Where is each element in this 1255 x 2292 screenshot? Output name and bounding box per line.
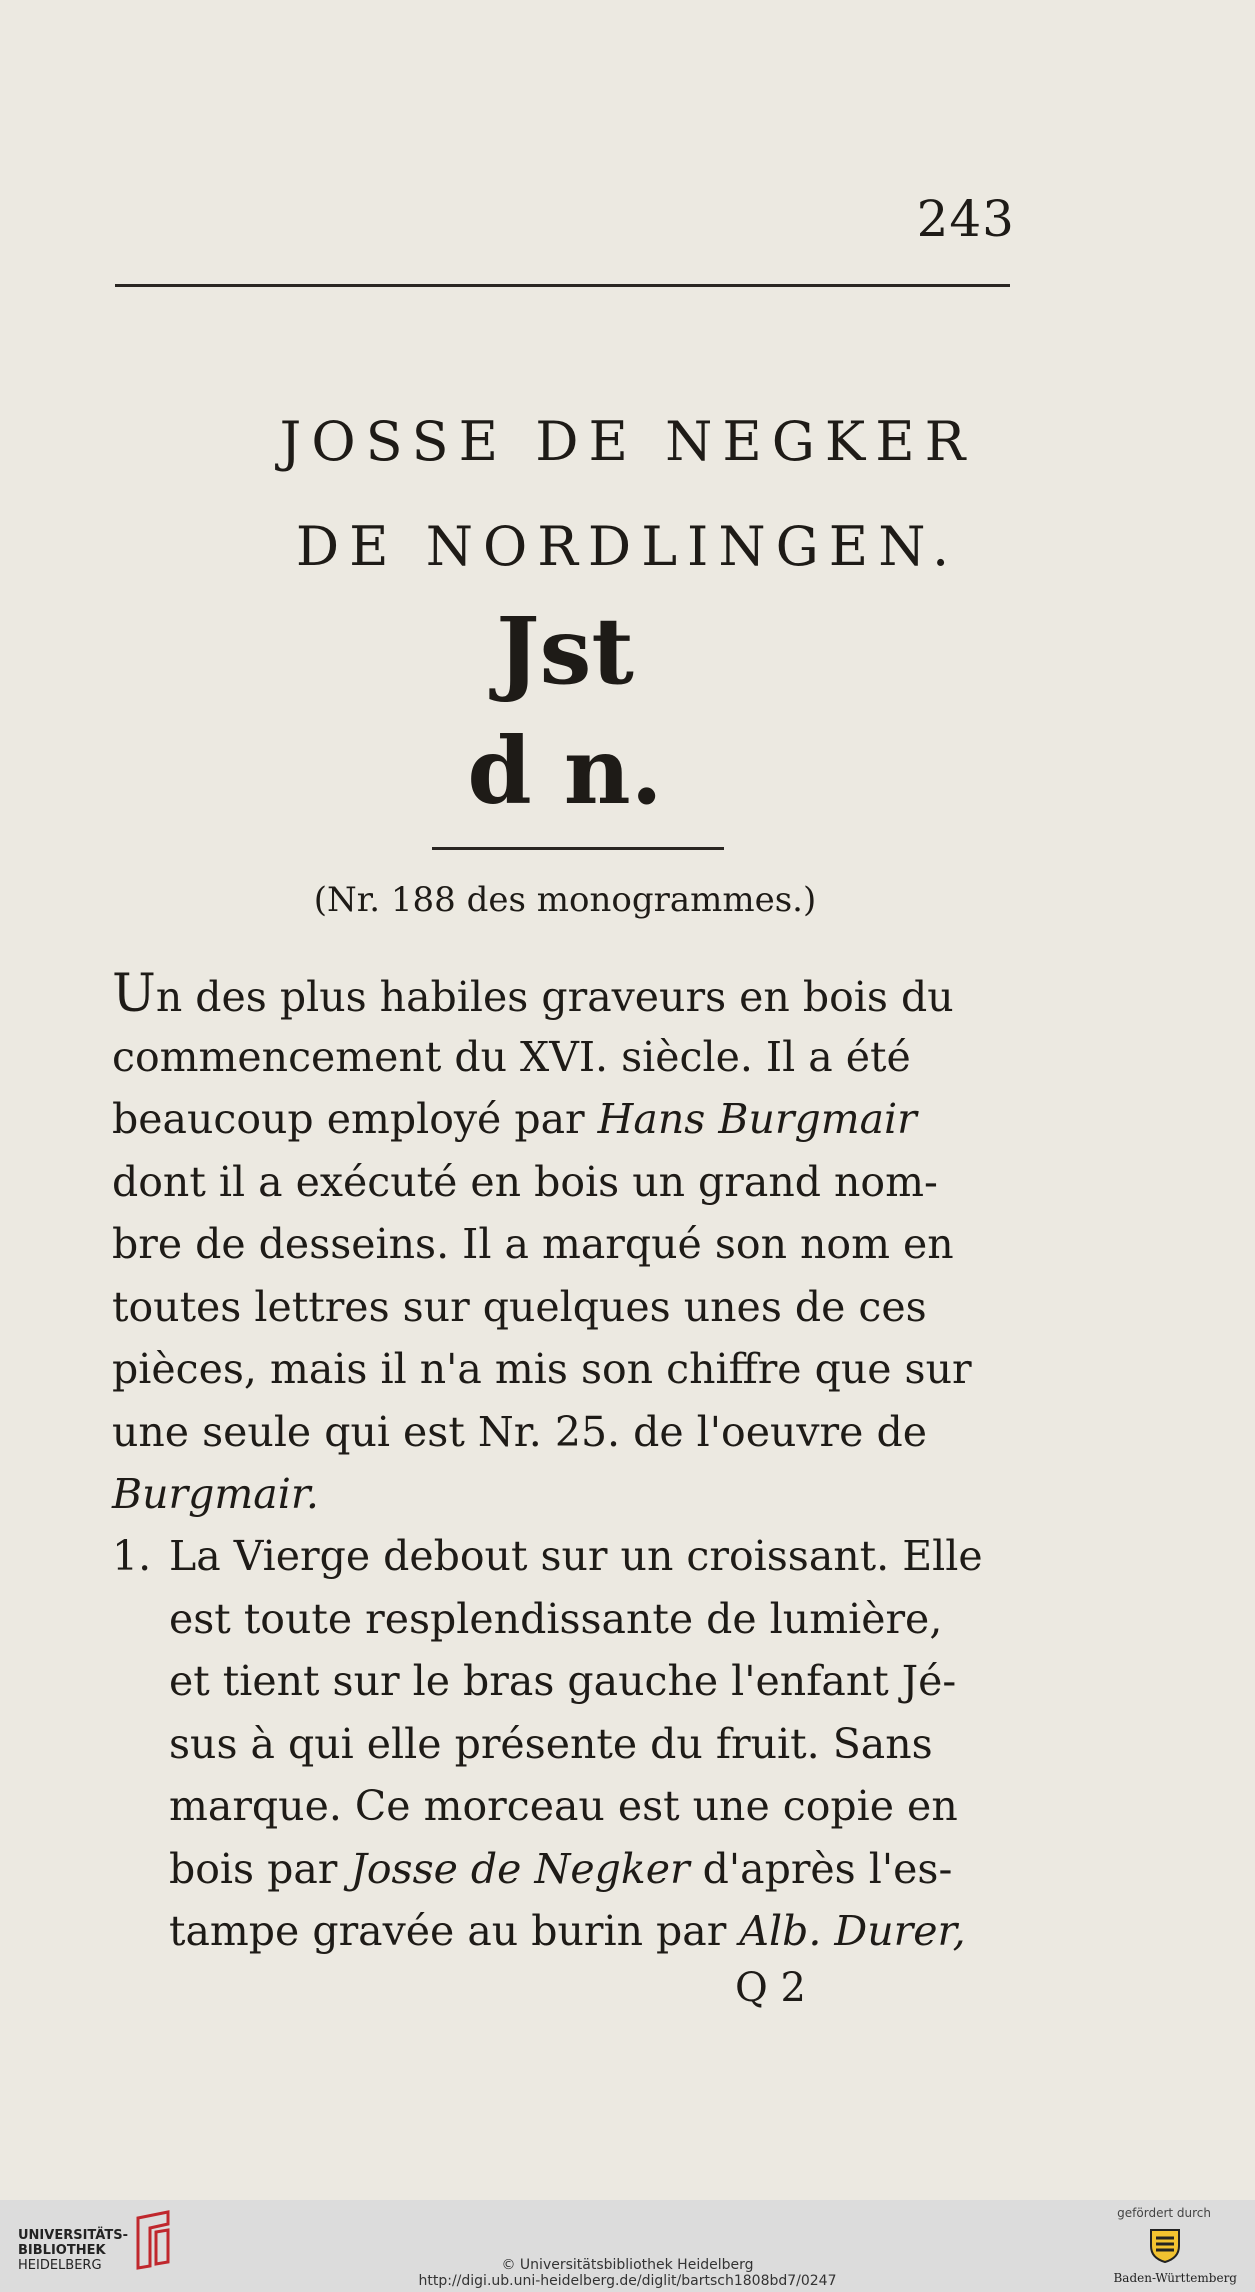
engraver-name: Josse de Negker — [350, 1844, 690, 1893]
header-rule — [115, 284, 1010, 287]
footer-bar — [0, 2200, 1255, 2292]
section-rule — [432, 847, 724, 850]
monogram-caption: (Nr. 188 des monogrammes.) — [313, 880, 817, 920]
text-line: bois par Josse de Negker d'après l'es- — [169, 1844, 953, 1893]
source-url[interactable]: http://digi.ub.uni-heidelberg.de/diglit/bartsch1808bd7/0247 — [418, 2273, 837, 2289]
text-line: bre de desseins. Il a marqué son nom en — [112, 1220, 954, 1268]
line-start: Un des plus habiles graveurs en bois du — [112, 964, 954, 1024]
coat-of-arms-icon — [1145, 2224, 1185, 2264]
sponsor-name: Baden-Württemberg — [1113, 2271, 1237, 2285]
intro-paragraph — [112, 963, 1030, 1526]
text-line: beaucoup employé par Hans Burgmair — [112, 1095, 917, 1143]
entry-number: 1. — [112, 1532, 152, 1580]
text-line: La Vierge debout sur un croissant. Elle — [169, 1532, 983, 1580]
text-line: dont il a exécuté en bois un grand nom- — [112, 1157, 938, 1206]
text-line: est toute resplendissante de lumière, — [169, 1594, 943, 1643]
artist-name: Alb. Durer, — [739, 1907, 966, 1955]
text-line: marque. Ce morceau est une copie en — [169, 1782, 958, 1830]
text-line: pièces, mais il n'a mis son chiffre que sur — [112, 1345, 972, 1393]
text-line — [112, 963, 1030, 1026]
page-number: 243 — [916, 190, 1015, 248]
text-line: et tient sur le bras gauche l'enfant Jé- — [169, 1657, 957, 1705]
artist-name: Burgmair. — [112, 1470, 319, 1518]
text-line: toutes lettres sur quelques unes de ces — [112, 1282, 927, 1331]
artist-name: Hans Burgmair — [597, 1095, 917, 1143]
library-name[interactable]: UNIVERSITÄTS- BIBLIOTHEK HEIDELBERG — [18, 2228, 128, 2273]
monogram-line-1: Jst — [496, 597, 634, 705]
funded-by-label: gefördert durch — [1117, 2206, 1211, 2220]
monogram-line-2: d n. — [467, 717, 663, 825]
catalog-entry — [112, 1525, 1030, 1963]
title-line-1: JOSSE DE NEGKER — [279, 410, 976, 473]
text-line: tampe gravée au burin par Alb. Durer, — [169, 1907, 966, 1955]
signature-mark: Q 2 — [735, 1965, 806, 2011]
title-line-2: DE NORDLINGEN. — [295, 515, 960, 578]
text-line: commencement du XVI. siècle. Il a été — [112, 1032, 911, 1081]
text-line: sus à qui elle présente du fruit. Sans — [169, 1719, 933, 1768]
text-line: une seule qui est Nr. 25. de l'oeuvre de — [112, 1407, 927, 1456]
copyright-notice: © Universitätsbibliothek Heidelberg http://digi.ub.uni-heidelberg.de/diglit/bartsch1808bd7/0247 — [0, 2257, 1255, 2289]
text-line — [112, 1463, 1030, 1526]
drop-cap: U — [112, 964, 156, 1024]
